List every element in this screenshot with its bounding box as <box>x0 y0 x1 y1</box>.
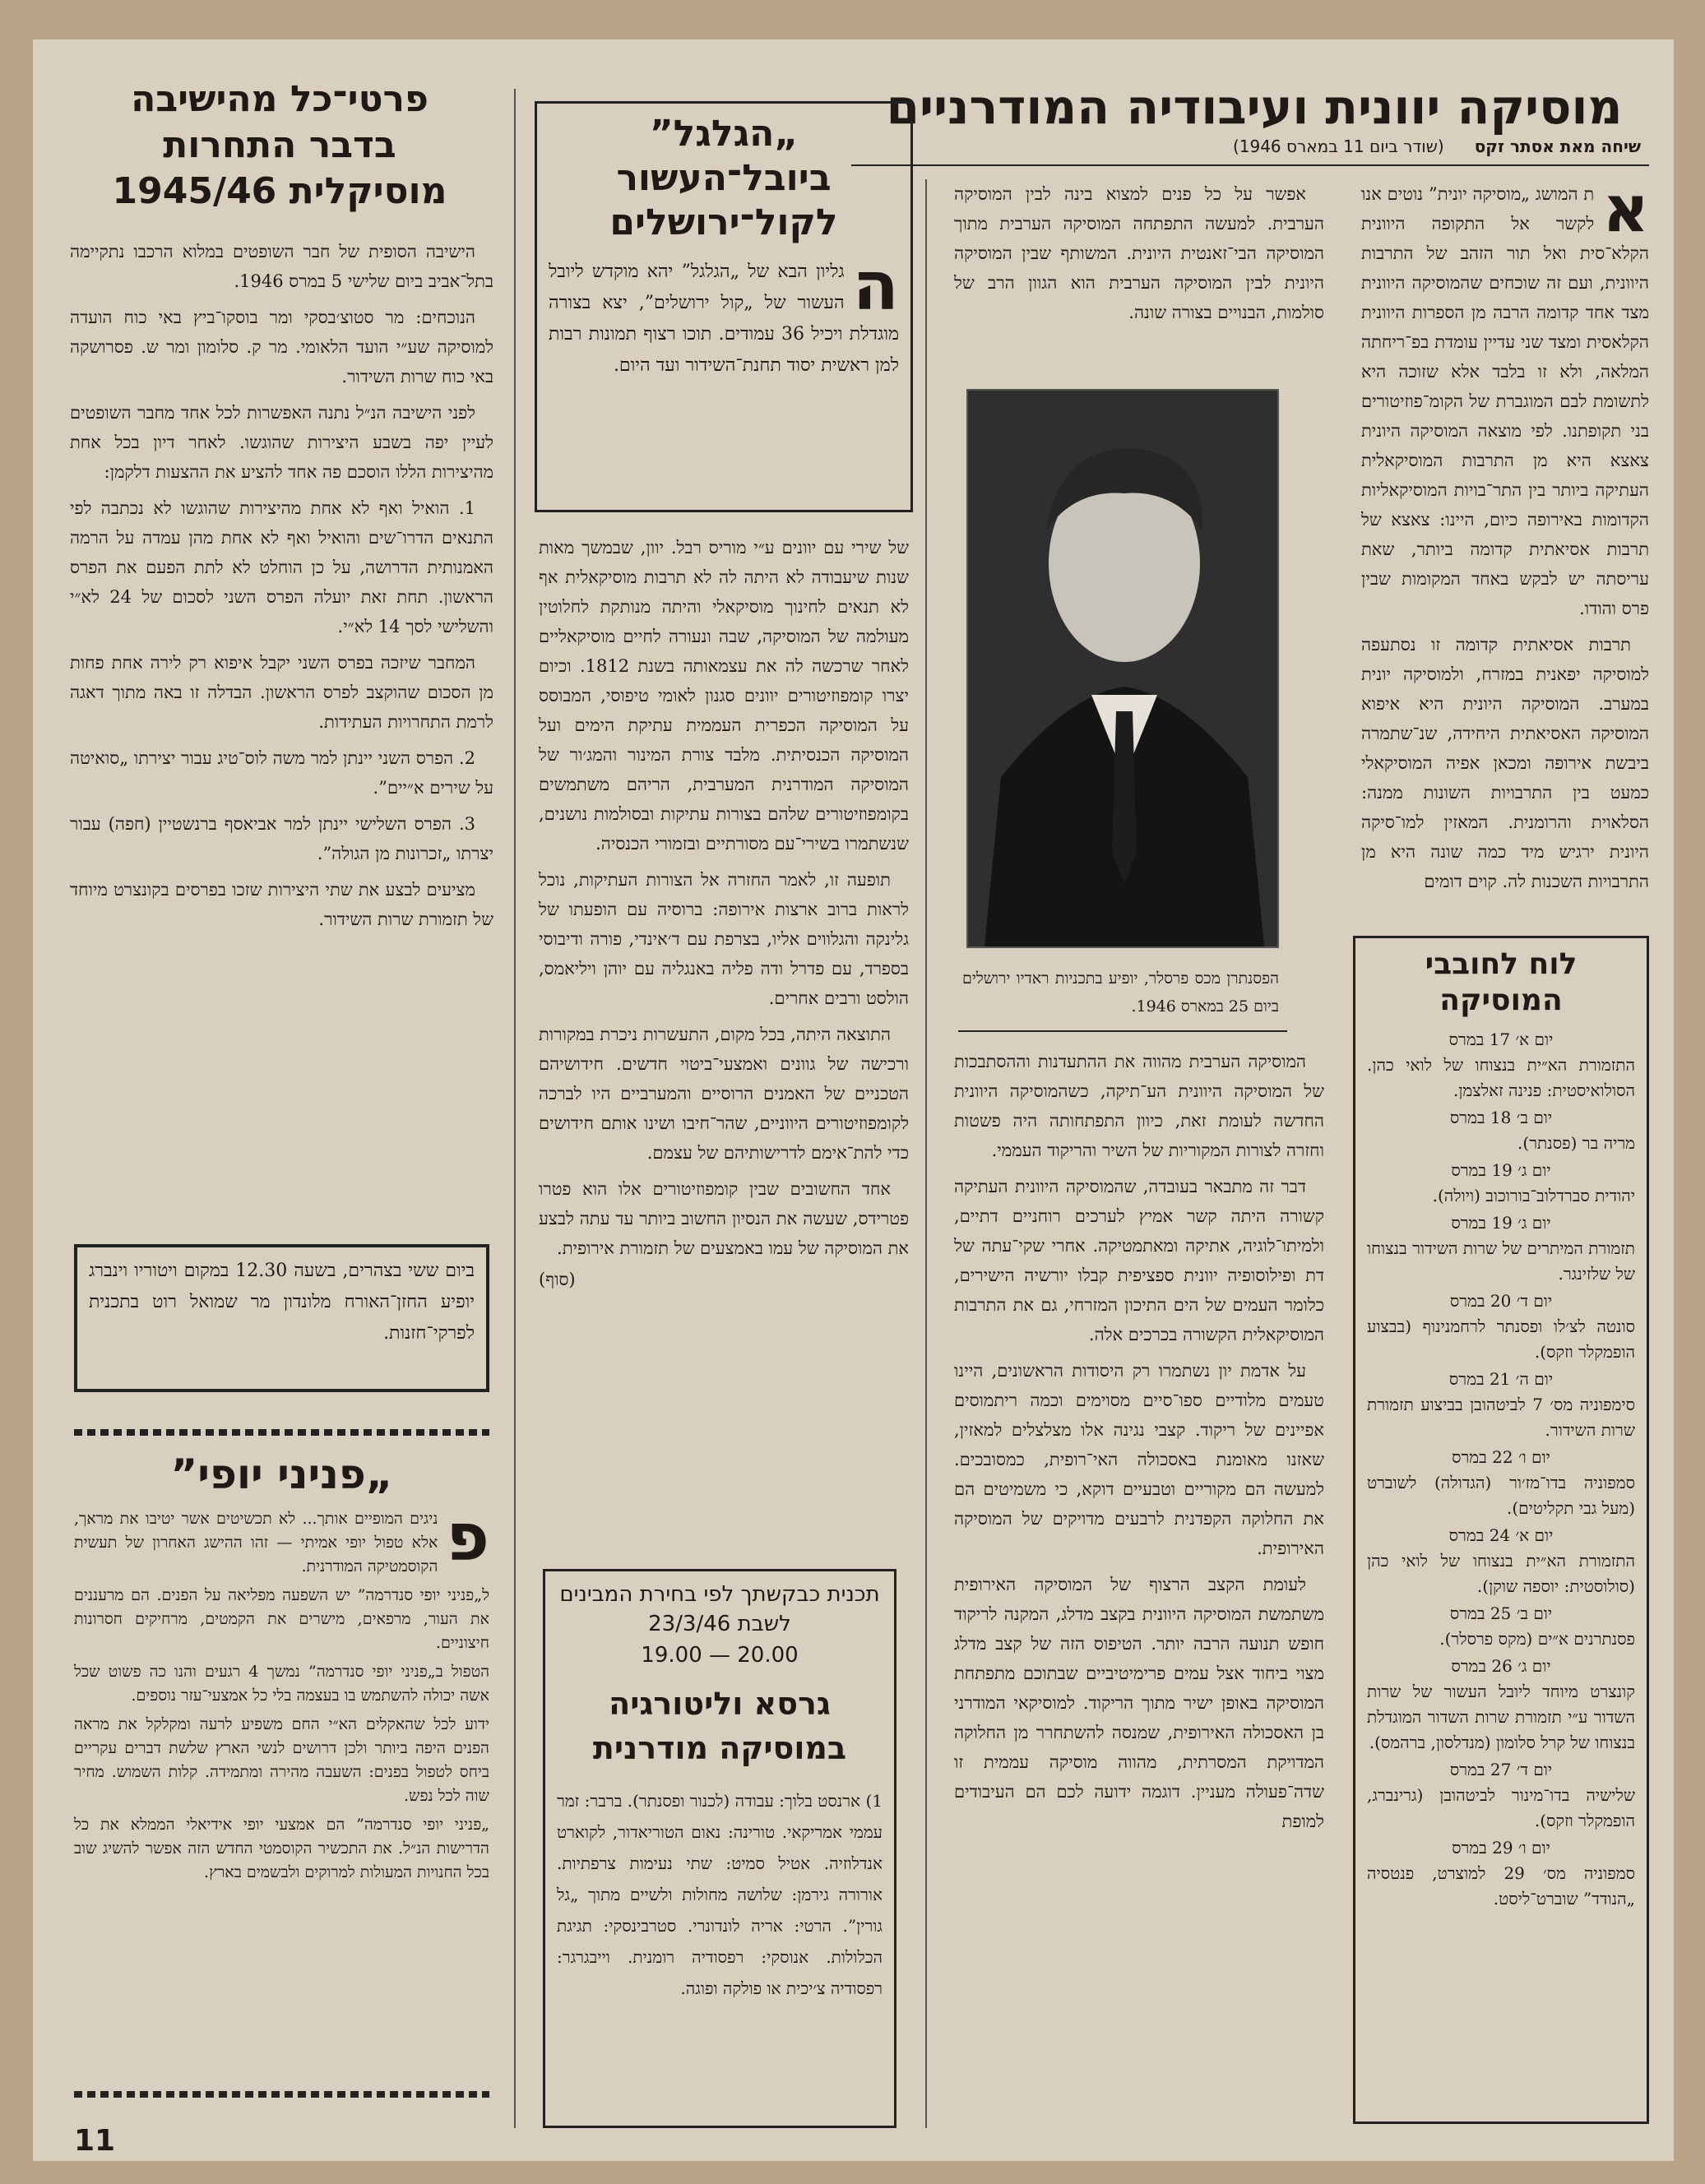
calendar-entry <box>1367 1601 1635 1652</box>
calendar-entry-text: סמפוניה בדו־מז׳ור (הגדולה) לשוברט (מעל גבי תקליטים). <box>1367 1473 1635 1518</box>
calendar-entry <box>1367 1654 1635 1756</box>
competition-paragraph: מציעים לבצע את שתי היצירות שזכו בפרסים בקונצרט מיוחד של תזמורת שרות השידור. <box>70 880 493 929</box>
article-paragraph: תרבות אסיאתית קדומה זו נסתעפה למוסיקה יפאנית במזרח, ולמוסיקה יונית במערב. המוסיקה היונית היא איפוא המוסיקה האסיאתית היחידה, שנ־שתמרה ביבשת אירופה ומכאן אפיה המוסיקאלי כמעט בין התרבויות השונות ממנה: הסלאוית והרומנית. המאזין למו־סיקה היונית ירגיש מיד כמה שונה היא מן התרבויות השכנות לה. קוים דומים <box>1361 635 1649 891</box>
ad-paragraph: ידוע לכל שהאקלים הא״י החם משפיע לרעה ומקלקל את מראה הפנים היפה ביותר ולכן דרושים לנשי הארץ שלשת דברים עקריים ביחס לטפול בפנים: השעבה מהירה ומתמידה. קלות השמוש. מחיר שוה לכל נפש. <box>74 1715 489 1805</box>
ad-dropcap: פ <box>446 1499 489 1576</box>
ad-top-border <box>74 1429 489 1436</box>
article-paragraph: לעומת הקצב הרצוף של המוסיקה האירופית משתמשת המוסיקה היוונית בקצב מדלג, המקנה לריקוד חופש תנועה הרבה יותר. הטיפוס הזה של קצב מדלג מצוי ביחוד אצל עמים פרימיטיביים שבתוכם מתפתחת המוסיקה באופן ישיר מתוך הריקוד. למוסיקאי המודרני בן האסכולה האירופית, שמנסה להשתחרר מן החלוקה המדויקת המסרתית, מהווה מוסיקה עממית זו שדה־פעולה מעניין. דוגמה ידועה לכם הם העיבודים למופת <box>954 1575 1324 1831</box>
calendar-entry-text: מריה בר (פסנתר). <box>1517 1133 1635 1153</box>
calendar-entry <box>1367 1523 1635 1599</box>
article-paragraph: התוצאה היתה, בכל מקום, התעשרות ניכרת במקורות ורכישה של גוונים ואמצעי־ביטוי חדשים. חידושיהם הטכניים של האמנים הרוסיים והמערביים היו לברכה לקומפוזיטורים היווניים, שהר־חיבו ושינו אותם חידושים כדי להת־אימם לדרישותיהם של עצמם. <box>539 1025 909 1163</box>
calendar-entry-day: יום ד׳ 27 במרס <box>1449 1760 1553 1779</box>
ad-body <box>74 1499 490 1885</box>
photo-caption: הפסנתרן מכס פרסלר, יופיע בתכניות ראדיו ירושלים ביום 25 במארס 1946. <box>962 969 1279 1016</box>
competition-title-3: מוסיקלית 1945/46 <box>112 170 447 212</box>
calendar-entry-day: יום ו׳ 29 במרס <box>1452 1838 1550 1858</box>
main-article-byline <box>884 134 1641 159</box>
calendar-entry <box>1367 1835 1635 1912</box>
competition-body <box>70 237 493 941</box>
friday-text: ביום ששי בצהרים, בשעה 12.30 במקום ויטוריו וינברג יופיע החזן־האורח מלונדון מר שמואל רוט בתכנית לפרקי־חזנות. <box>89 1261 475 1344</box>
ad-paragraph: ניגים המופיים אותך... לא תכשיטים אשר יטיבו את מראך, אלא טפול יופי אמיתי — זהו ההישג האחרון של תעשית הקוסמטיקה המודרנית. <box>74 1510 438 1576</box>
dropcap: א <box>1602 173 1649 247</box>
calendar-entry-text: תזמורת המיתרים של שרות השידור בנצוחו של שלזינגר. <box>1367 1238 1635 1284</box>
competition-paragraph: הנוכחים: מר סטוצ׳בסקי ומר בוסקו־ביץ באי כוח הועדה למוסיקה שע״י הועד הלאומי. מר ק. סלומון ומר ש. פסרושקה באי כוח שרות השידור. <box>70 308 493 386</box>
calendar-entry-day: יום ג׳ 19 במרס <box>1451 1160 1551 1180</box>
program-intro: תכנית כבקשתך לפי בחירת המבינים לשבת 23/3/46 <box>559 1582 880 1636</box>
galgal-title-1: „הגלגל” <box>649 113 799 155</box>
calendar-entry-day: יום א׳ 24 במרס <box>1448 1525 1554 1545</box>
competition-paragraph: המחבר שיזכה בפרס השני יקבל איפוא רק לירה אחת פחות מן הסכום שהוקצב לפרס הראשון. הבדלה זו באה מתוך דאגה לרמת התחרויות העתידות. <box>70 653 493 732</box>
calendar-entry <box>1367 1757 1635 1834</box>
program-time: 20.00 — 19.00 <box>641 1643 799 1668</box>
newspaper-page <box>33 39 1674 2161</box>
calendar-list <box>1367 1027 1635 1912</box>
calendar-entry-text: שלישיה בדו־מינור לביטהובן (גרינברג, הופמקלר וזקס). <box>1367 1785 1635 1830</box>
calendar-entry <box>1367 1158 1635 1209</box>
article-paragraph: על אדמת יון נשתמרו רק היסודות הראשונים, היינו טעמים מלודיים ספו־סיים מסוימים וכמה ריתמוסים אפיינים של ריקוד. קצבי נגינה אלו מצלצלים למאזין, שאזנו מאומנת באסכולה האי־רופית, כמסובכים. למעשה הם מקוריים וטבעיים דוקא, כי משמיטים הם את החלוקה הקפדנית לרבעים מדויקים של המוסיקה האירופית. <box>954 1361 1324 1558</box>
article-column-2 <box>954 179 1324 334</box>
caption-divider <box>958 1030 1287 1032</box>
ad-paragraph: „פניני יופי סנדרמה” הם אמצעי יופי אידיאלי הממלא את כל הדרישות הנ״ל. את התכשיר הקוסמטי החדש הזה אפשר להשיג שוב בכל החנויות המעולות למרוקים ולבשמים בארץ. <box>74 1816 490 1881</box>
calendar-entry <box>1367 1289 1635 1365</box>
ad-title: „פניני יופי” <box>170 1451 393 1498</box>
calendar-entry-day: יום ג׳ 19 במרס <box>1451 1213 1551 1233</box>
calendar-entry-day: יום א׳ 17 במרס <box>1448 1030 1554 1049</box>
article-column-1 <box>1361 173 1649 903</box>
competition-paragraph: הישיבה הסופית של חבר השופטים במלוא הרכבו נתקיימה בתל־אביב ביום שלישי 5 במרס 1946. <box>70 242 493 291</box>
byline-author: שיחה מאת אסתר זקס <box>1474 136 1641 156</box>
program-text: 1) ארנסט בלוך: עבודה (לכנור ופסנתר). ברבר: זמר עממי אמריקאי. טורינה: נאום הטוריאדור, לקוארט אנדלוזיה. אטיל סמיט: שתי נעימות צרפתיות. אורורה גירמן: שלושה מחולות ולשיים מתוך „גל גורין”. הרטי: אריה לונדונרי. סטרבינסקי: תגיגת הכלולות. אנוסקי: רפסודיה רומנית. וייבגרגר: רפסודיה צ׳יכית או פולקה ופוגה. <box>557 1791 883 1998</box>
calendar-entry-day: יום ג׳ 26 במרס <box>1451 1656 1551 1676</box>
calendar-entry-text: סמפוניה מס׳ 29 למוצרט, פנטסיה „הנודד” שוברט־ליסט. <box>1367 1863 1635 1909</box>
calendar-title-1: לוח לחובבי <box>1425 947 1578 981</box>
calendar-entry <box>1367 1445 1635 1521</box>
calendar-entry-day: יום ד׳ 20 במרס <box>1449 1291 1553 1311</box>
article-end-mark: (סוף) <box>539 1270 576 1289</box>
article-column-2b <box>954 1047 1324 1843</box>
calendar-entry-text: התזמורת הא״ית בנצוחו של לואי כהן (סולוסטית: יוספה שוקן). <box>1367 1551 1635 1596</box>
galgal-title-3: לקול־ירושלים <box>609 201 838 243</box>
ad-paragraph: ל„פניני יופי סנדרמה” יש השפעה מפליאה על הפנים. הם מרעננים את העור, מרפאים, מישרים את הקמטים, מרחיקים חסרונות חיצוניים. <box>74 1586 489 1652</box>
calendar-entry-text: סונטה לצ׳לו ופסנתר לרחמנינוף (בבצוע הופמקלר וזקס). <box>1367 1316 1635 1362</box>
competition-paragraph: 1. הואיל ואף לא אחת מהיצירות שהוגשו לא נכתבה לפי התנאים הדרו־שים והואיל ואף לא אחת מהן עמדה על הרמה האמנותית הדרושה, על כן הוחלט לא לתת הפעם את הפרס הראשון. תחת זאת יועלה הפרס השני לסכום של 24 לא״י והשלישי לסך 14 לא״י. <box>70 498 493 636</box>
calendar-entry <box>1367 1367 1635 1443</box>
galgal-text: גליון הבא של „הגלגל” יהא מוקדש ליובל העשור של „קול ירושלים”, יצא בצורה מוגדלת ויכיל 36 עמודים. תוכו רצוף תמונות רבות למן ראשית יסוד תחנת־השידור ועד היום. <box>549 261 900 376</box>
column-divider <box>514 89 516 2128</box>
galgal-jubilee-box <box>535 101 913 512</box>
article-paragraph: המוסיקה הערבית מהווה את ההתעדנות וההסתבכות של המוסיקה היוונית הע־תיקה, כשהמוסיקה היוונית החדשה לעומת זאת, כיוון התפתחותה היה פשטות וחזרה לצורות המקוריות של השיר והריקוד העממי. <box>954 1052 1324 1160</box>
calendar-entry-text: התזמורת הא״ית בנצוחו של לואי כהן. הסולואיסטית: פנינה זאלצמן. <box>1367 1055 1635 1100</box>
article-paragraph: של שירי עם יוונים ע״י מוריס רבל. יוון, שבמשך מאות שנות שיעבודה לא היתה לה לא תרבות מוסיקאלית אף לא תנאים לחינוך מוסיקאלי והיתה מנותקת לחלוטין מעולמה של המוסיקה, שבה ונעורה לחיים מוסיקאליים לאחר שרכשה לה את עצמאותה בשנת 1812. וכיום יצרו קומפוזיטורים יוונים סגנון לאומי טיפוסי, המבוסס על המוסיקה הכפרית העממית עתיקת הימים ועל המוסיקה הכנסיתית. מלבד צורת המינור והמג׳ור של המוסיקה המודרנית המערבית, הריהם משתמשים בקומפוזיטורים שלהם בצורות עתיקות ובסולמות נושנים, שנשתמרו בשירי־עם מסורתיים ובזמורי הכנסיה. <box>539 538 909 854</box>
galgal-title-2: ביובל־העשור <box>616 157 832 199</box>
calendar-entry <box>1367 1210 1635 1287</box>
calendar-entry-text: קונצרט מיוחד ליובל העשור של שרות השדור ע״י תזמורת שרות השדור המוגדלת בנצוחו של קרל סלומון (מנדלסון, ברהמס). <box>1367 1682 1635 1752</box>
calendar-entry-day: יום ה׳ 21 במרס <box>1448 1369 1554 1389</box>
calendar-entry <box>1367 1105 1635 1156</box>
competition-title-1: פרטי־כל מהישיבה <box>131 78 429 120</box>
calendar-entry-text: יהודית סברדלוב־בורוכוב (ויולה). <box>1432 1186 1635 1205</box>
article-paragraph: אחד החשובים שבין קומפוזיטורים אלו הוא פטרו פטרידס, שעשה את הנסיון החשוב ביותר עד עתה לבצע את המוסיקה של עמו באמצעים של תזמורת אירופית. <box>539 1179 909 1258</box>
calendar-entry-day: יום ב׳ 25 במרס <box>1449 1603 1553 1623</box>
column-divider <box>925 179 927 2128</box>
program-request-box <box>543 1569 897 2128</box>
calendar-title-2: המוסיקה <box>1439 983 1563 1017</box>
title-divider <box>851 164 1649 166</box>
page-number: 11 <box>74 2124 116 2158</box>
byline-note: (שודר ביום 11 במארס 1946) <box>1232 136 1444 156</box>
calendar-entry-day: יום ב׳ 18 במרס <box>1449 1108 1553 1127</box>
calendar-entry <box>1367 1027 1635 1104</box>
competition-paragraph: לפני הישיבה הנ״ל נתנה האפשרות לכל אחד מחבר השופטים לעיין יפה בשבע היצירות שהוגשו. לאחר דיון בכל אחת מהיצירות הללו הוסכם פה אחד להציע את ההצעות דלקמן: <box>70 403 493 482</box>
article-paragraph: דבר זה מתבאר בעובדה, שהמוסיקה היוונית העתיקה קשורה היתה קשר אמיץ לערכים רוחניים דתיים, ולמיתו־לוגיה, אתיקה ומאתמטיקה. אחרי שקי־עתה של דת ופילוסופיה יוונית ספציפית קבלו יורשיה הישירים, כלומר העמים של הים התיכון המזרחי, גם את התרבות המוסיקאלית הקשורה בכרכים אלה. <box>954 1177 1324 1344</box>
ad-bottom-border <box>74 2091 489 2098</box>
friday-cantor-box <box>74 1244 489 1392</box>
pianist-photo <box>966 389 1279 948</box>
competition-title-2: בדבר התחרות <box>163 124 396 166</box>
calendar-entry-day: יום ו׳ 22 במרס <box>1452 1447 1550 1467</box>
galgal-dropcap: ה <box>852 248 899 326</box>
article-column-3 <box>539 533 909 1290</box>
music-calendar-box <box>1353 936 1649 2124</box>
program-title: גרסא וליטורגיה במוסיקה מודרנית <box>592 1686 847 1766</box>
ad-paragraph: הטפול ב„פניני יופי סנדרמה” נמשך 4 רגעים והנו כה פשוט שכל אשה יכולה להשתמש בו בעצמה בלי כל אמצעי־עזר נוספים. <box>74 1663 490 1705</box>
competition-paragraph: 3. הפרס השלישי יינתן למר אביאסף ברנשטיין (חפה) עבור יצרתו „זכרונות מן הגולה”. <box>70 814 493 863</box>
article-paragraph: תופעה זו, לאמר החזרה אל הצורות העתיקות, נוכל לראות ברוב ארצות אירופה: ברוסיה עם הופעתו של גלינקה והגלווים אליו, בצרפת עם ד׳אינדי, פורה ודיבוסי בספרד, עם פדרל ודה פליה באנגליה עם יוהן ויליאמס, הולסט ורבים אחרים. <box>539 870 909 1008</box>
article-paragraph: ת המושג „מוסיקה יונית” נוטים אנו לקשר אל התקופה היוונית הקלא־סית ואל תור הזהב של התרבות היוונית, ועם זה שוכחים שהמוסיקה היוונית מצד אחד קדומה הרבה מן הספרות היוונית הקלאסית ומצד שני עדיין עומדת בפ־ריחתה המלאה, ולא זו בלבד אלא שזוכה היא לתשומת לבם המוגברת של הקומ־פוזיטורים בני תקופתנו. לפי מוצאה המוסיקה היונית צאצא היא מן התרבות המוסיקאלית העתיקה ביותר בין התר־בויות המוסיקאליות הקדומות באירופה כיום, היינו: צאצא של תרבות אסיאתית קדומה ביותר, שאת עריסתה יש לבקש באחד המקומות שבין פרס והודו. <box>1361 184 1649 618</box>
competition-paragraph: 2. הפרס השני יינתן למר משה לוס־טיג עבור יצירתו „סואיטה על שירים א״יים”. <box>70 748 493 798</box>
calendar-entry-text: פסנתרנים א״ים (מקס פרסלר). <box>1439 1629 1635 1649</box>
article-paragraph: אפשר על כל פנים למצוא בינה לבין המוסיקה הערבית. למעשה התפתחה המוסיקה הערבית מתוך המוסיקה הבי־זאנטית היונית. המשותף שבין המוסיקה היונית לבין המוסיקה הערבית הוא הגוון הרב של סולמות, הבנויים בצורה שונה. <box>954 184 1324 322</box>
calendar-entry-text: סימפוניה מס׳ 7 לביטהובן בביצוע תזמורת שרות השידור. <box>1367 1395 1636 1440</box>
portrait-image <box>968 391 1277 946</box>
main-article-title: מוסיקה יוונית ועיבודיה המודרניים <box>886 79 1623 135</box>
